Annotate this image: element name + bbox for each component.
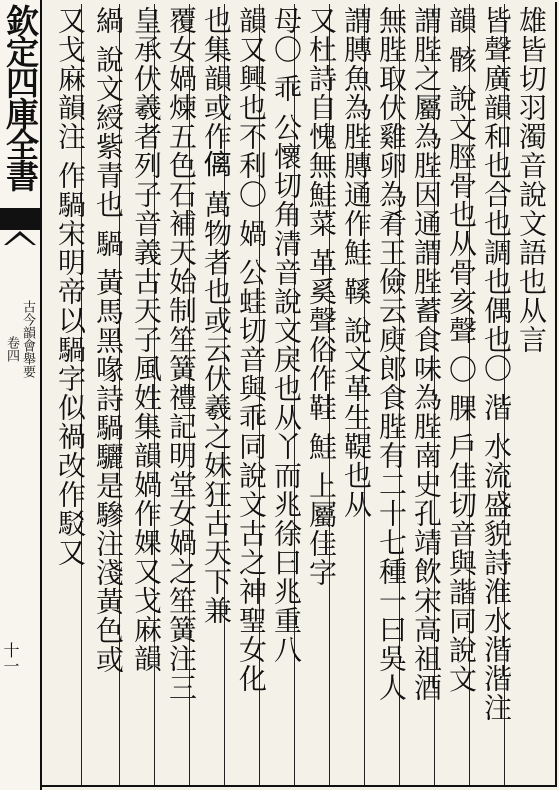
text-column-4: 謂䏶之屬為䏶因通謂䏶蓄食味為䏶南史孔靖飲宋高祖酒 bbox=[410, 6, 443, 702]
text-column-13: 緺 說文綬紫青也 騧 黃馬黑喙詩騧驪是驂注淺黃色或 bbox=[92, 6, 125, 674]
page-number: 十一 bbox=[1, 642, 20, 674]
text-frame bbox=[42, 2, 557, 787]
text-column-5: 無䏶取伏雞卵為肴王儉云庾郎食䏶有二十七種一曰吳人 bbox=[375, 6, 408, 702]
text-column-1: 雄皆切羽濁音說文語也从言 bbox=[515, 6, 548, 354]
fish-tail-mark-inner bbox=[7, 235, 33, 245]
text-column-9: 韻又興也不利〇 媧 公蛙切音與乖同說文古之神聖女化 bbox=[235, 6, 268, 693]
text-column-12: 皇承伏羲者列子音義古天子風姓集韻媧作婐又戈麻韻 bbox=[130, 6, 163, 673]
text-column-10: 也集韻或作𠌯 萬物者也或云伏羲之妹狂古天下兼 bbox=[200, 6, 233, 625]
text-column-6: 謂膞魚為䏶膞通作鮭 鞵 說文革生鞮也从 bbox=[340, 6, 373, 519]
text-column-14: 又戈麻韻注 作騧宋明帝以騧字似禍改作駁又 bbox=[54, 6, 87, 567]
fish-tail-band bbox=[0, 208, 40, 230]
collection-title: 欽定四庫全書 bbox=[1, 4, 40, 190]
volume-label: 卷四 bbox=[4, 336, 19, 362]
book-title: 古今韻會舉要 bbox=[20, 300, 35, 378]
text-column-7: 又杜詩自愧無鮭菜 革奚聲俗作鞋 鮭 上屬佳字 bbox=[305, 6, 338, 587]
text-column-8: 母〇 乖 公懷切角清音說文戾也从丫而兆徐曰兆重八 bbox=[270, 6, 303, 664]
text-column-3: 韻 骸 說文脛骨也从骨亥聲 〇 腂 戶佳切音與諧同說文 bbox=[445, 6, 478, 694]
text-column-2: 皆聲廣韻和也合也調也偶也〇 湝 水流盛貌詩淮水湝湝注 bbox=[480, 6, 513, 722]
text-column-11: 覆女媧煉五色石補天始制笙簧禮記明堂女媧之笙簧注三 bbox=[165, 6, 198, 702]
margin-strip bbox=[0, 0, 42, 790]
